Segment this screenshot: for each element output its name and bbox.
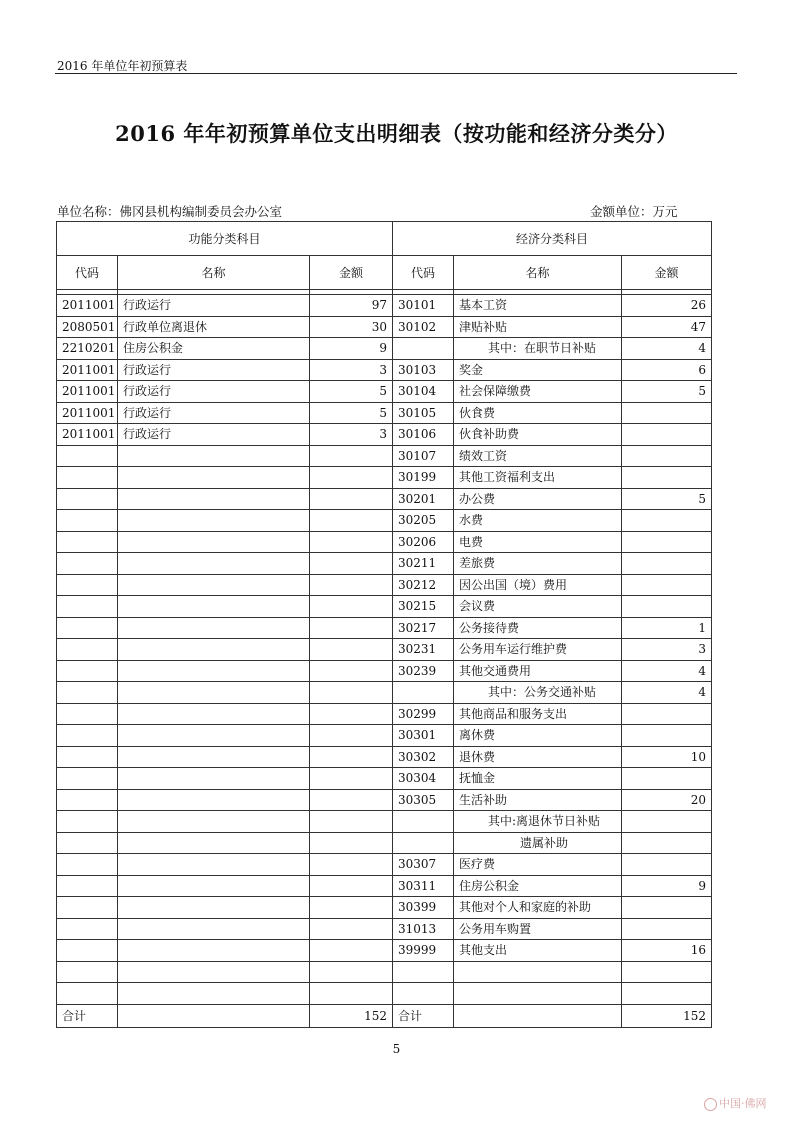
economic-amount-cell [622,510,712,532]
table-row [57,639,712,661]
economic-amount-cell [622,553,712,575]
table-row [57,725,712,747]
economic-amount-cell: 20 [622,789,712,811]
economic-amount-cell: 4 [622,682,712,704]
economic-name-cell: 住房公积金 [454,875,622,897]
economic-name-cell: 其他交通费用 [454,660,622,682]
economic-name-cell: 其中：在职节日补贴 [454,338,622,360]
function-name-cell [118,703,310,725]
function-amount-cell [310,832,393,854]
economic-amount-cell [622,424,712,446]
total-label: 合计 [57,1004,118,1027]
total-economic-amount: 152 [622,1004,712,1027]
table-row [57,875,712,897]
economic-code-cell: 30205 [393,510,454,532]
table-row [57,961,712,983]
economic-amount-cell [622,897,712,919]
function-name-cell [118,789,310,811]
function-code-cell [57,897,118,919]
function-name-cell [118,488,310,510]
function-name-cell [118,725,310,747]
economic-amount-cell: 9 [622,875,712,897]
function-amount-cell [310,639,393,661]
function-name-cell [118,746,310,768]
function-code-cell: 2011001 [57,295,118,317]
economic-code-cell: 30105 [393,402,454,424]
table-row [57,789,712,811]
table-row [57,381,712,403]
function-name-cell [118,918,310,940]
economic-amount-cell: 6 [622,359,712,381]
economic-code-cell: 30299 [393,703,454,725]
function-amount-cell [310,854,393,876]
function-amount-header: 金额 [310,256,393,290]
function-code-cell [57,940,118,962]
economic-code-cell: 30217 [393,617,454,639]
function-code-cell [57,617,118,639]
function-amount-cell [310,660,393,682]
economic-name-cell: 其他工资福利支出 [454,467,622,489]
table-row [57,897,712,919]
economic-name-cell: 离休费 [454,725,622,747]
page-header: 2016 年单位年初预算表 [57,59,188,73]
function-amount-cell [310,596,393,618]
function-code-cell: 2011001 [57,381,118,403]
function-amount-cell [310,897,393,919]
economic-name-cell: 生活补助 [454,789,622,811]
economic-code-cell: 30212 [393,574,454,596]
function-code-cell [57,832,118,854]
function-code-cell [57,703,118,725]
table-row [57,295,712,317]
function-name-cell [118,768,310,790]
function-code-cell [57,961,118,983]
economic-code-cell: 30239 [393,660,454,682]
economic-name-cell [454,983,622,1005]
economic-code-cell: 30199 [393,467,454,489]
function-amount-cell: 5 [310,402,393,424]
function-code-cell [57,875,118,897]
economic-name-cell: 伙食费 [454,402,622,424]
table-row [57,854,712,876]
total-function-amount: 152 [310,1004,393,1027]
economic-code-cell: 30302 [393,746,454,768]
function-amount-cell: 97 [310,295,393,317]
table-row [57,488,712,510]
function-code-cell [57,725,118,747]
economic-code-cell: 30311 [393,875,454,897]
function-amount-cell: 3 [310,359,393,381]
function-name-cell: 住房公积金 [118,338,310,360]
economic-section-header: 经济分类科目 [393,222,712,256]
table-row [57,832,712,854]
economic-code-cell: 39999 [393,940,454,962]
function-name-cell [118,682,310,704]
economic-code-cell [393,811,454,833]
economic-code-cell: 30211 [393,553,454,575]
table-row [57,553,712,575]
economic-name-cell: 其中：公务交通补贴 [454,682,622,704]
economic-amount-header: 金额 [622,256,712,290]
function-amount-cell [310,467,393,489]
function-name-cell [118,660,310,682]
function-name-cell [118,940,310,962]
function-code-cell [57,445,118,467]
economic-amount-cell [622,703,712,725]
economic-code-cell: 30103 [393,359,454,381]
economic-name-cell: 公务用车购置 [454,918,622,940]
column-header-row [57,256,712,290]
economic-name-cell: 其他支出 [454,940,622,962]
economic-code-cell [393,338,454,360]
function-amount-cell [310,553,393,575]
function-code-cell [57,660,118,682]
function-code-cell [57,488,118,510]
function-name-cell: 行政单位离退休 [118,316,310,338]
function-code-cell [57,918,118,940]
section-header-row [57,222,712,256]
function-code-cell: 2011001 [57,402,118,424]
function-name-cell: 行政运行 [118,295,310,317]
economic-name-cell: 医疗费 [454,854,622,876]
economic-code-cell [393,961,454,983]
function-code-cell [57,789,118,811]
function-name-cell: 行政运行 [118,359,310,381]
economic-name-cell: 抚恤金 [454,768,622,790]
function-amount-cell [310,531,393,553]
table-row [57,338,712,360]
economic-code-cell: 30102 [393,316,454,338]
function-code-cell [57,746,118,768]
economic-name-cell: 基本工资 [454,295,622,317]
table-row [57,467,712,489]
function-section-header: 功能分类科目 [57,222,393,256]
economic-amount-cell: 4 [622,338,712,360]
function-amount-cell [310,983,393,1005]
budget-table [56,221,712,1028]
economic-amount-cell: 5 [622,381,712,403]
function-amount-cell [310,617,393,639]
economic-code-cell: 30215 [393,596,454,618]
economic-amount-cell: 47 [622,316,712,338]
function-name-cell [118,617,310,639]
function-code-cell: 2011001 [57,359,118,381]
economic-amount-cell: 5 [622,488,712,510]
function-code-cell [57,553,118,575]
table-row [57,424,712,446]
budget-table-body [57,222,712,1028]
economic-code-cell [393,682,454,704]
function-name-cell [118,553,310,575]
economic-name-cell: 因公出国（境）费用 [454,574,622,596]
table-row [57,316,712,338]
economic-code-cell [393,983,454,1005]
function-amount-cell [310,574,393,596]
economic-amount-cell [622,574,712,596]
header-rule [55,73,737,74]
table-row [57,617,712,639]
function-code-cell [57,768,118,790]
economic-amount-cell [622,918,712,940]
economic-amount-cell [622,596,712,618]
function-name-header: 名称 [118,256,310,290]
table-row [57,983,712,1005]
function-code-cell [57,854,118,876]
function-amount-cell [310,961,393,983]
table-row [57,918,712,940]
function-name-cell [118,510,310,532]
economic-code-cell: 30201 [393,488,454,510]
total-function-name [118,1004,310,1027]
function-code-cell [57,574,118,596]
function-code-cell [57,467,118,489]
economic-code-cell [393,832,454,854]
total-label-economic: 合计 [393,1004,454,1027]
function-code-cell [57,682,118,704]
table-row [57,359,712,381]
total-row [57,1004,712,1027]
economic-amount-cell [622,402,712,424]
economic-amount-cell [622,854,712,876]
economic-name-cell: 水费 [454,510,622,532]
function-amount-cell [310,682,393,704]
function-amount-cell [310,918,393,940]
function-code-cell [57,596,118,618]
economic-amount-cell: 10 [622,746,712,768]
economic-name-cell [454,961,622,983]
function-name-cell: 行政运行 [118,402,310,424]
economic-amount-cell [622,832,712,854]
amount-unit: 金额单位：万元 [590,204,678,219]
economic-code-cell: 30104 [393,381,454,403]
table-row [57,402,712,424]
economic-code-cell: 30107 [393,445,454,467]
function-amount-cell: 9 [310,338,393,360]
function-amount-cell [310,811,393,833]
function-code-cell: 2011001 [57,424,118,446]
function-code-cell: 2080501 [57,316,118,338]
function-name-cell: 行政运行 [118,381,310,403]
function-name-cell [118,897,310,919]
economic-name-cell: 差旅费 [454,553,622,575]
document-title: 2016 年年初预算单位支出明细表（按功能和经济分类分） [115,121,678,146]
economic-amount-cell: 26 [622,295,712,317]
economic-code-header: 代码 [393,256,454,290]
function-amount-cell [310,789,393,811]
function-amount-cell: 5 [310,381,393,403]
function-amount-cell [310,725,393,747]
economic-name-header: 名称 [454,256,622,290]
function-name-cell [118,983,310,1005]
economic-code-cell: 30304 [393,768,454,790]
economic-name-cell: 公务接待费 [454,617,622,639]
function-name-cell [118,574,310,596]
economic-name-cell: 其中:离退休节日补贴 [454,811,622,833]
function-code-cell [57,811,118,833]
function-code-cell [57,639,118,661]
function-amount-cell [310,768,393,790]
function-name-cell [118,875,310,897]
function-amount-cell [310,875,393,897]
economic-name-cell: 电费 [454,531,622,553]
table-row [57,510,712,532]
economic-amount-cell: 3 [622,639,712,661]
function-name-cell [118,961,310,983]
table-row [57,768,712,790]
function-name-cell [118,811,310,833]
economic-name-cell: 办公费 [454,488,622,510]
function-name-cell [118,596,310,618]
function-name-cell [118,832,310,854]
function-name-cell [118,531,310,553]
total-economic-name [454,1004,622,1027]
function-code-cell [57,531,118,553]
table-row [57,531,712,553]
table-row [57,574,712,596]
economic-amount-cell [622,531,712,553]
watermark-text: 中国·佛网 [719,1097,767,1110]
economic-amount-cell [622,768,712,790]
economic-code-cell: 30307 [393,854,454,876]
function-amount-cell: 3 [310,424,393,446]
economic-amount-cell: 16 [622,940,712,962]
economic-name-cell: 绩效工资 [454,445,622,467]
economic-code-cell: 30231 [393,639,454,661]
function-amount-cell: 30 [310,316,393,338]
economic-amount-cell: 4 [622,660,712,682]
economic-code-cell: 30305 [393,789,454,811]
economic-name-cell: 遗属补助 [454,832,622,854]
function-code-cell: 2210201 [57,338,118,360]
function-amount-cell [310,445,393,467]
function-name-cell [118,639,310,661]
economic-amount-cell [622,961,712,983]
economic-code-cell: 30301 [393,725,454,747]
economic-amount-cell [622,811,712,833]
economic-name-cell: 其他对个人和家庭的补助 [454,897,622,919]
function-name-cell: 行政运行 [118,424,310,446]
economic-code-cell: 30106 [393,424,454,446]
economic-name-cell: 退休费 [454,746,622,768]
function-amount-cell [310,940,393,962]
table-row [57,660,712,682]
function-amount-cell [310,488,393,510]
economic-name-cell: 奖金 [454,359,622,381]
economic-name-cell: 社会保障缴费 [454,381,622,403]
economic-amount-cell [622,467,712,489]
economic-amount-cell: 1 [622,617,712,639]
unit-name: 单位名称：佛冈县机构编制委员会办公室 [57,204,283,219]
table-row [57,596,712,618]
function-code-cell [57,510,118,532]
economic-code-cell: 30206 [393,531,454,553]
watermark [704,1095,767,1111]
function-name-cell [118,854,310,876]
table-row [57,746,712,768]
function-code-header: 代码 [57,256,118,290]
economic-name-cell: 会议费 [454,596,622,618]
economic-name-cell: 公务用车运行维护费 [454,639,622,661]
watermark-logo-icon [704,1098,717,1111]
function-amount-cell [310,703,393,725]
economic-code-cell: 30399 [393,897,454,919]
economic-code-cell: 31013 [393,918,454,940]
function-code-cell [57,983,118,1005]
table-row [57,811,712,833]
economic-name-cell: 其他商品和服务支出 [454,703,622,725]
table-row [57,682,712,704]
function-name-cell [118,467,310,489]
table-row [57,445,712,467]
economic-amount-cell [622,445,712,467]
table-row [57,703,712,725]
function-name-cell [118,445,310,467]
economic-code-cell: 30101 [393,295,454,317]
page-number: 5 [392,1042,401,1056]
economic-amount-cell [622,983,712,1005]
table-row [57,940,712,962]
function-amount-cell [310,746,393,768]
economic-name-cell: 伙食补助费 [454,424,622,446]
economic-name-cell: 津贴补贴 [454,316,622,338]
function-amount-cell [310,510,393,532]
economic-amount-cell [622,725,712,747]
